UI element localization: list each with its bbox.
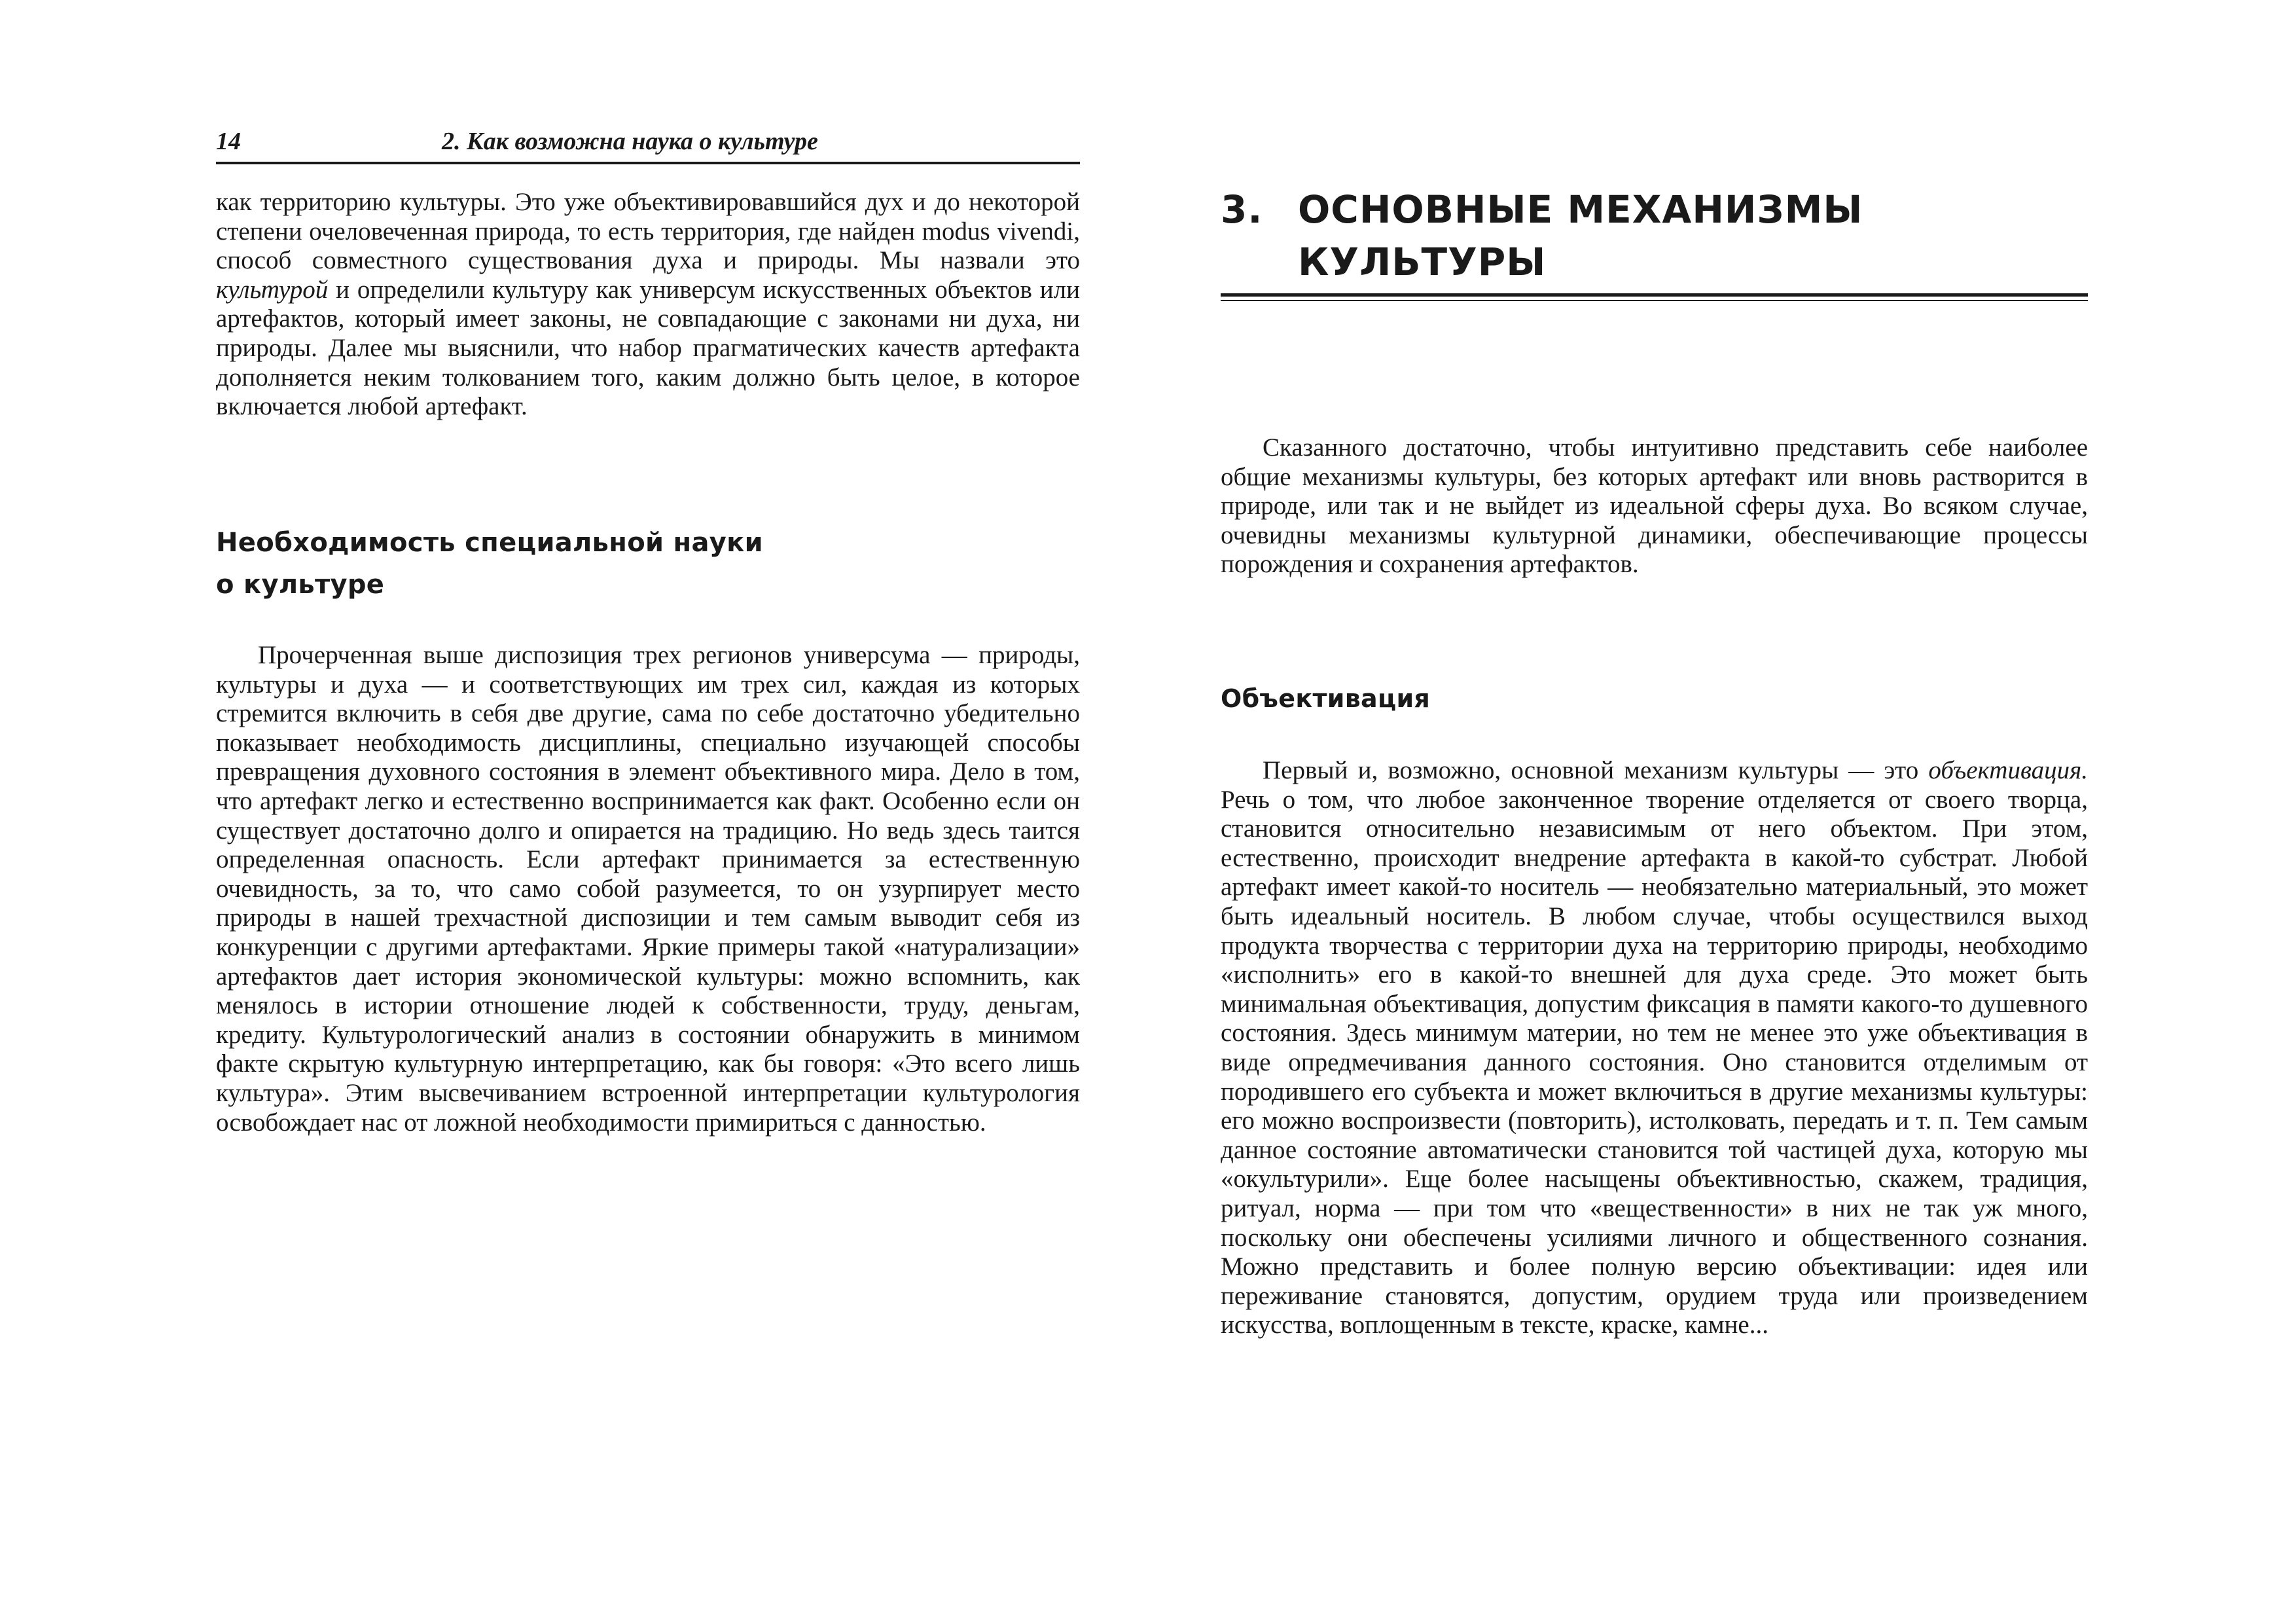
running-header [216, 124, 1080, 158]
chapter-title [1298, 183, 2051, 288]
paragraph-text: Сказанного достаточно, чтобы интуитивно представить себе наиболее общие механизмы культуры, без которых артефакт или вновь растворится в природе, или так и не выйдет из идеальной сферы духа. Во всяком случае, очевидны механизмы культурной динамики, обеспечивающие процессы порождения и сохранения артефактов. [1221, 433, 2088, 579]
paragraph-text: Речь о том, что любое законченное творение отделяется от своего творца, становится относительно независимым от него объектом. При этом, естественно, происходит внедрение артефакта в какой-то субстрат. Любой артефакт имеет какой-то носитель — необязательно материальный, это может быть идеальный носитель. В любом случае, чтобы осуществился выход продукта творчества с территории духа на территорию природы, необходимо «исполнить» его в какой-то внешней для духа среде. Это может быть минимальная объективация, допустим фиксация в памяти какого-то душевного состояния. Здесь минимум материи, но тем не менее это уже объективация в виде опредмечивания данного состояния. Оно становится отделимым от породившего его субъекта и может включиться в другие механизмы культуры: его можно воспроизвести (повторить), истолковать, передать и т. п. Тем самым данное состояние автоматически становится той частицей духа, которую мы «окультурили». Еще более насыщены объективностью, скажем, традиция, ритуал, норма — при том что «вещественности» в них не так уж много, поскольку они обеспечены усилиями личного и общественного сознания. Можно представить и более полную версию объективации: идея или переживание становятся, допустим, орудием труда или произведением искусства, воплощенным в тексте, краске, камне... [1221, 785, 2088, 1340]
chapter-title-line: ОСНОВНЫЕ МЕХАНИЗМЫ [1298, 187, 1863, 232]
body-paragraph [1221, 756, 2088, 1340]
paragraph-text: Первый и, возможно, основной механизм культуры — это [1263, 756, 1919, 784]
header-rule [216, 162, 1080, 164]
section-heading-line: Необходимость специальной науки [216, 528, 763, 558]
chapter-rule [1221, 293, 2088, 297]
section-heading [216, 522, 936, 606]
page-number: 14 [216, 128, 241, 155]
chapter-rule [1221, 300, 2088, 301]
chapter-number: 3. [1221, 187, 1263, 232]
emphasis-text: культурой [216, 275, 329, 304]
emphasis-text: объективация. [1928, 756, 2088, 784]
body-paragraph [216, 188, 1080, 422]
section-heading-line: о культуре [216, 570, 385, 600]
running-header-title: 2. Как возможна наука о культуре [442, 128, 818, 155]
section-heading: Объективация [1221, 684, 1431, 713]
paragraph-text: Прочерченная выше диспозиция трех регионов универсума — природы, культуры и духа — и соответствующих им трех сил, каждая из которых стремится включить в себя две другие, сама по себе достаточно убедительно показывает необходимость дисциплины, специально изучающей способы превращения духовного состояния в элемент объективного мира. Дело в том, что артефакт легко и естественно воспринимается как факт. Особенно если он существует достаточно долго и опирается на традицию. Но ведь здесь таится определенная опасность. Если артефакт принимается за естественную очевидность, за то, что само собой разумеется, то он узурпирует место природы в нашей трехчастной диспозиции и тем самым выводит себя из конкуренции с другими артефактами. Яркие примеры такой «натурализации» артефактов дает история экономической культуры: можно вспомнить, как менялось в истории отношение людей к собственности, труду, деньгам, кредиту. Культурологический анализ в состоянии обнаружить в минимом факте скрытую культурную интерпретацию, как бы говоря: «Это всего лишь культура». Этим высвечиванием встроенной интерпретации культурология освобождает нас от ложной необходимости примириться с данностью. [216, 641, 1080, 1137]
paragraph-text: и определили культуру как универсум искусственных объектов или артефактов, который имеет законы, не совпадающие с законами ни духа, ни природы. Далее мы выяснили, что набор прагматических качеств артефакта дополняется неким толкованием того, каким должно быть целое, в которое включается любой артефакт. [216, 275, 1081, 421]
body-paragraph [1221, 433, 2088, 579]
body-paragraph [216, 641, 1080, 1137]
paragraph-text: как территорию культуры. Это уже объективировавшийся дух и до некоторой степени очеловеченная природа, то есть территория, где найден modus vivendi, способ совместного существования духа и природы. Мы назвали это [216, 188, 1080, 275]
chapter-title-line: КУЛЬТУРЫ [1298, 240, 1547, 284]
